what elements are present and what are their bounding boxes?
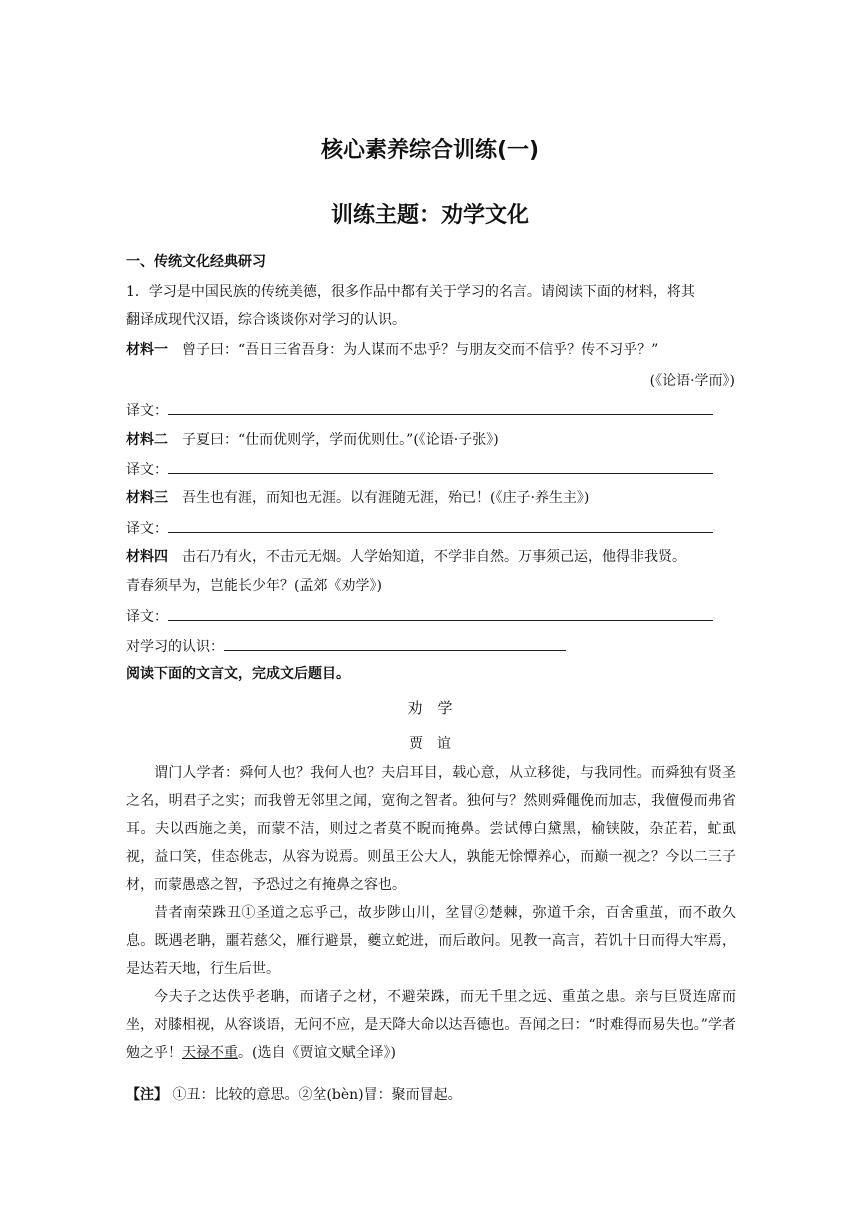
underlined-phrase: 天禄不重 [182,1045,238,1061]
page-subtitle: 训练主题：劝学文化 [330,203,529,228]
material-3 [126,488,589,508]
insight-label: 对学习的认识： [126,639,224,655]
material-source: (《论语·学而》) [649,373,735,389]
note-label: 【注】 [126,1087,168,1103]
material-label: 材料四 [126,549,168,565]
answer-blank[interactable] [168,606,713,621]
section-heading: 一、传统文化经典研习 [126,254,266,270]
material-label: 材料一 [126,342,168,358]
footnote [126,1085,462,1105]
answer-blank[interactable] [168,400,713,415]
translation-label: 译文： [126,462,168,478]
material-label: 材料二 [126,432,168,448]
page-title: 核心素养综合训练(一) [320,138,540,163]
translation-line-1 [126,400,713,421]
translation-line-3 [126,518,713,539]
essay-paragraph: 谓门人学者：舜何人也？我何人也？夫启耳目，载心意，从立移徙，与我同性。而舜独有贤圣之名，明君子之实；而我曾无邻里之闻，宽徇之智者。独何与？然则舜僶俛而加志，我儃僈而弗省耳。夫以西施之美，而蒙不洁，则过之者莫不睨而掩鼻。尝试傅白黛黑，榆铗陂，杂芷若，虻虱视，益口笑，佳态佻志，从容为说焉。则虽王公大人，孰能无悇憛养心，而巅一视之？今以二三子材，而蒙愚惑之智，予恐过之有掩鼻之容也。 [126,765,736,893]
essay-author: 贾 谊 [409,736,451,752]
material-text: 子夏曰：“仕而优则学，学而优则仕。”(《论语·子张》) [182,432,499,448]
answer-blank[interactable] [168,518,713,533]
material-4-line-2: 青春须早为，岂能长少年？(孟郊《劝学》) [126,578,382,594]
note-text: ①丑：比较的意思。②坌(bèn)冒：聚而冒起。 [172,1087,462,1103]
question-line-2: 翻译成现代汉语，综合谈谈你对学习的认识。 [126,312,406,328]
answer-blank[interactable] [168,459,713,474]
translation-label: 译文： [126,521,168,537]
translation-line-2 [126,459,713,480]
material-4 [126,547,686,567]
translation-line-4 [126,606,713,627]
translation-label: 译文： [126,403,168,419]
essay-title: 劝 学 [407,699,453,717]
answer-blank[interactable] [224,636,566,651]
material-label: 材料三 [126,490,168,506]
material-text: 曾子曰：“吾日三省吾身：为人谋而不忠乎？与朋友交而不信乎？传不习乎？” [182,342,659,358]
material-2 [126,430,499,450]
material-text: 击石乃有火，不击元无烟。人学始知道，不学非自然。万事须己运，他得非我贤。 [182,549,686,565]
essay-source: 。(选自《贾谊文赋全译》) [238,1045,396,1061]
reading-instruction: 阅读下面的文言文，完成文后题目。 [126,666,350,682]
essay-paragraph: 昔者南荣跦丑①圣道之忘乎己，故步陟山川，坌冒②楚棘，弥道千余，百舍重茧，而不敢久息。既遇老聃，噩若慈父，雁行避景，夔立蛇进，而后敢问。见教一高言，若饥十日而得大牢焉，是达若天地，行生后世。 [126,905,736,977]
material-text: 吾生也有涯，而知也无涯。以有涯随无涯，殆已！(《庄子·养生主》) [182,490,590,506]
essay-text: 今夫子之达佚乎老聃，而诸子之材，不避荣跦，而无千里之远、重茧之患。亲与巨贤连席而坐，对膝相视，从容谈语，无问不应，是天降大命以达吾德也。吾闻之曰：“时难得而易失也。”学者勉之乎！ [126,989,736,1061]
insight-line [126,636,566,657]
translation-label: 译文： [126,609,168,625]
essay-body [126,759,736,1067]
material-1 [126,340,658,360]
essay-paragraph [126,983,736,1067]
question-line-1: 1．学习是中国民族的传统美德，很多作品中都有关于学习的名言。请阅读下面的材料，将其 [126,284,695,300]
